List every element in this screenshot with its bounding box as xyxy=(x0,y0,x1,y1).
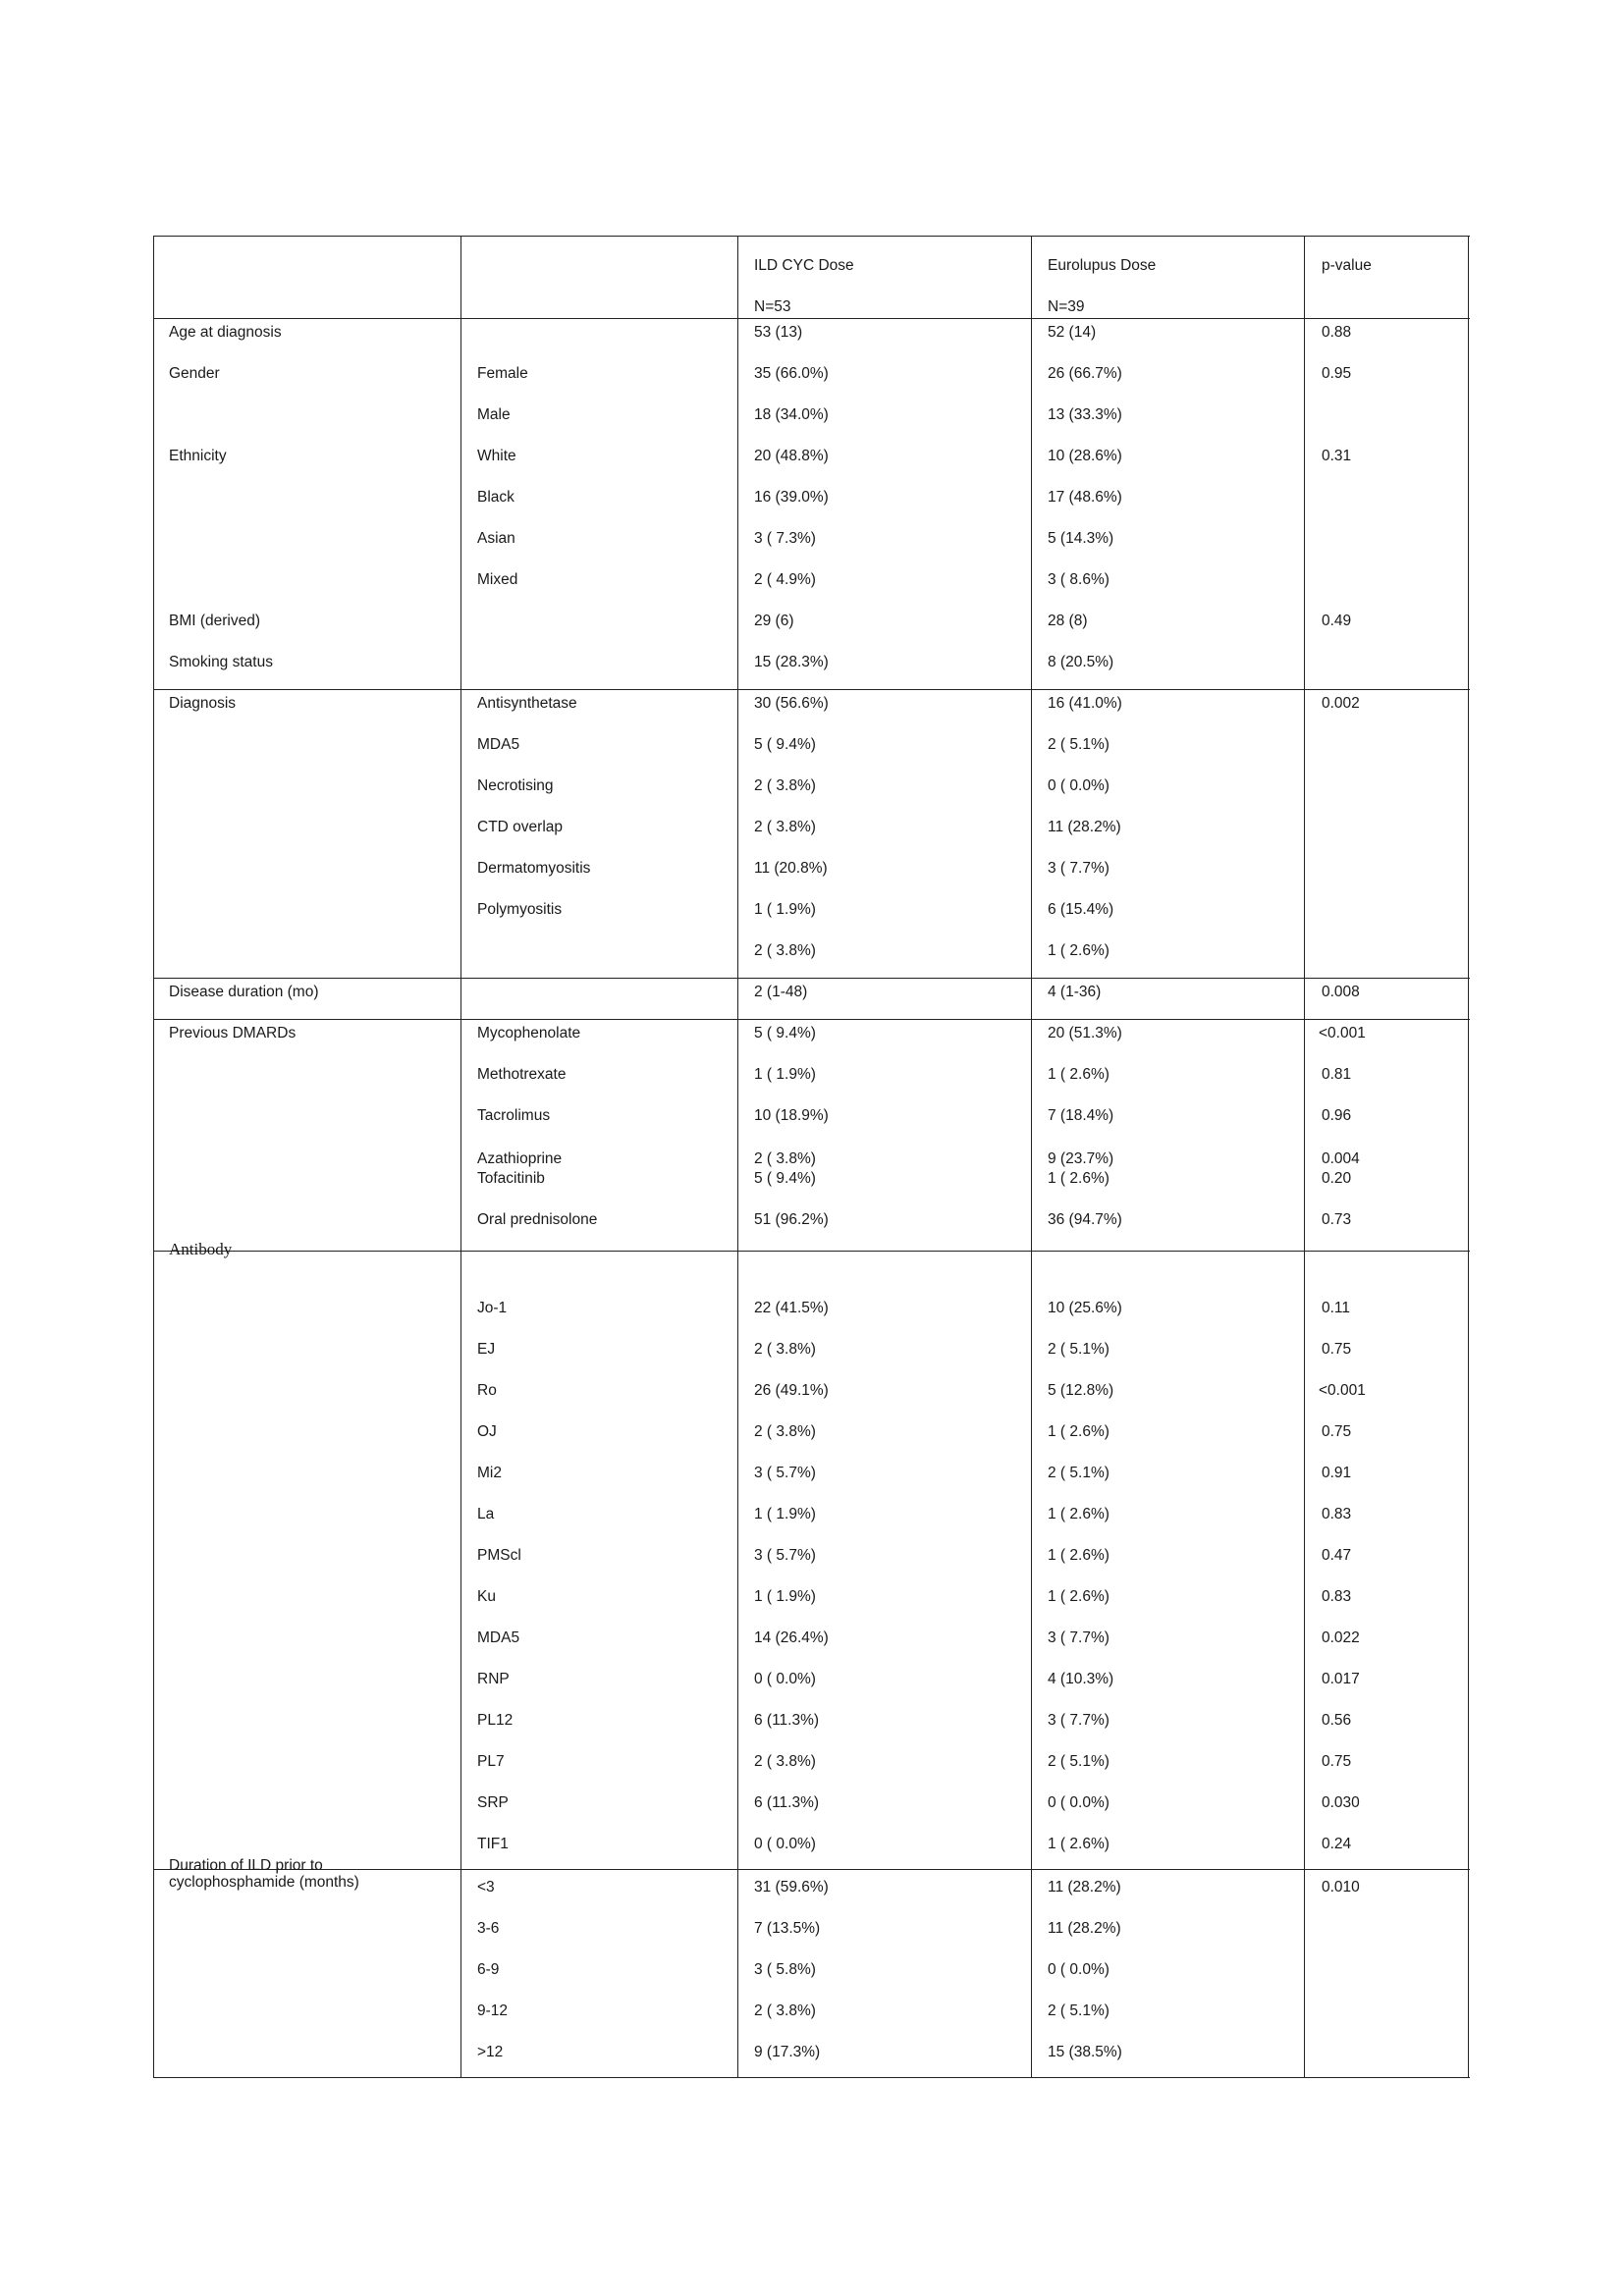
row-group2-value: 1 ( 2.6%) xyxy=(1048,1547,1110,1564)
row-group2-value: 52 (14) xyxy=(1048,324,1097,341)
row-group1-value: 9 (17.3%) xyxy=(754,2044,821,2060)
row-sublabel: Black xyxy=(477,489,514,506)
row-group1-value: 35 (66.0%) xyxy=(754,365,829,382)
row-pvalue: 0.75 xyxy=(1322,1753,1352,1770)
row-group1-value: 2 ( 3.8%) xyxy=(754,1753,816,1770)
row-sublabel: TIF1 xyxy=(477,1836,509,1852)
row-group1-value: 1 ( 1.9%) xyxy=(754,1066,816,1083)
row-label: Age at diagnosis xyxy=(169,324,282,341)
header-group2-title: Eurolupus Dose xyxy=(1048,257,1157,274)
row-sublabel: Dermatomyositis xyxy=(477,860,591,877)
row-label: Smoking status xyxy=(169,654,273,670)
row-sublabel: Male xyxy=(477,406,511,423)
row-pvalue: 0.83 xyxy=(1322,1506,1352,1522)
row-group2-value: 5 (12.8%) xyxy=(1048,1382,1114,1399)
row-group2-value: 15 (38.5%) xyxy=(1048,2044,1122,2060)
row-group1-value: 3 ( 5.8%) xyxy=(754,1961,816,1978)
row-group2-value: 3 ( 7.7%) xyxy=(1048,1712,1110,1729)
row-sublabel: >12 xyxy=(477,2044,504,2060)
row-sublabel: PL12 xyxy=(477,1712,514,1729)
row-pvalue: 0.022 xyxy=(1322,1629,1360,1646)
row-group2-value: 2 ( 5.1%) xyxy=(1048,736,1110,753)
row-group1-value: 1 ( 1.9%) xyxy=(754,901,816,918)
row-sublabel: Mixed xyxy=(477,571,518,588)
row-group1-value: 2 ( 3.8%) xyxy=(754,2002,816,2019)
row-group1-value: 5 ( 9.4%) xyxy=(754,1170,816,1187)
row-group1-value: 6 (11.3%) xyxy=(754,1712,820,1729)
row-sublabel: Antisynthetase xyxy=(477,695,577,712)
row-group2-value: 3 ( 8.6%) xyxy=(1048,571,1110,588)
row-group1-value: 26 (49.1%) xyxy=(754,1382,829,1399)
table-top-border xyxy=(153,236,1470,237)
row-sublabel: MDA5 xyxy=(477,1629,520,1646)
row-pvalue: 0.004 xyxy=(1322,1150,1360,1167)
row-pvalue: 0.88 xyxy=(1322,324,1352,341)
row-group2-value: 7 (18.4%) xyxy=(1048,1107,1114,1124)
row-group2-value: 4 (1-36) xyxy=(1048,984,1102,1000)
row-group1-value: 18 (34.0%) xyxy=(754,406,829,423)
row-group1-value: 7 (13.5%) xyxy=(754,1920,821,1937)
row-group2-value: 1 ( 2.6%) xyxy=(1048,1506,1110,1522)
row-group1-value: 2 ( 3.8%) xyxy=(754,1150,816,1167)
row-label: BMI (derived) xyxy=(169,613,261,629)
row-group1-value: 2 ( 3.8%) xyxy=(754,777,816,794)
row-pvalue: 0.75 xyxy=(1322,1423,1352,1440)
row-pvalue: 0.008 xyxy=(1322,984,1360,1000)
row-sublabel: RNP xyxy=(477,1671,510,1687)
row-group1-value: 14 (26.4%) xyxy=(754,1629,829,1646)
row-sublabel: Polymyositis xyxy=(477,901,563,918)
row-pvalue: 0.010 xyxy=(1322,1879,1360,1896)
row-group2-value: 2 ( 5.1%) xyxy=(1048,1341,1110,1358)
row-sublabel: <3 xyxy=(477,1879,495,1896)
row-group1-value: 2 ( 3.8%) xyxy=(754,819,816,835)
row-pvalue: 0.24 xyxy=(1322,1836,1352,1852)
row-sublabel: Jo-1 xyxy=(477,1300,508,1316)
row-label: Ethnicity xyxy=(169,448,227,464)
row-group1-value: 0 ( 0.0%) xyxy=(754,1671,816,1687)
row-pvalue: 0.83 xyxy=(1322,1588,1352,1605)
row-sublabel: PL7 xyxy=(477,1753,505,1770)
row-sublabel: Ro xyxy=(477,1382,497,1399)
row-group1-value: 5 ( 9.4%) xyxy=(754,1025,816,1041)
row-pvalue: 0.002 xyxy=(1322,695,1360,712)
row-sublabel: MDA5 xyxy=(477,736,520,753)
row-label: Gender xyxy=(169,365,220,382)
row-sublabel: CTD overlap xyxy=(477,819,563,835)
row-group1-value: 2 ( 4.9%) xyxy=(754,571,816,588)
row-group2-value: 1 ( 2.6%) xyxy=(1048,1836,1110,1852)
row-group2-value: 10 (28.6%) xyxy=(1048,448,1122,464)
row-sublabel: White xyxy=(477,448,516,464)
header-pvalue: p-value xyxy=(1322,257,1372,274)
row-pvalue: <0.001 xyxy=(1319,1382,1366,1399)
row-sublabel: OJ xyxy=(477,1423,497,1440)
row-group2-value: 5 (14.3%) xyxy=(1048,530,1114,547)
row-sublabel: Azathioprine xyxy=(477,1150,563,1167)
row-group1-value: 51 (96.2%) xyxy=(754,1211,829,1228)
row-group2-value: 10 (25.6%) xyxy=(1048,1300,1122,1316)
row-sublabel: Necrotising xyxy=(477,777,554,794)
baseline-characteristics-table xyxy=(153,236,1470,2078)
row-group2-value: 0 ( 0.0%) xyxy=(1048,1794,1110,1811)
row-group1-value: 30 (56.6%) xyxy=(754,695,829,712)
row-group2-value: 2 ( 5.1%) xyxy=(1048,1753,1110,1770)
section-separator xyxy=(153,1251,1470,1252)
header-group2-n: N=39 xyxy=(1048,298,1085,315)
row-sublabel: La xyxy=(477,1506,495,1522)
row-group1-value: 2 ( 3.8%) xyxy=(754,1423,816,1440)
row-group2-value: 11 (28.2%) xyxy=(1048,1879,1121,1896)
row-group2-value: 0 ( 0.0%) xyxy=(1048,1961,1110,1978)
row-pvalue: 0.49 xyxy=(1322,613,1352,629)
row-label: Duration of ILD prior to cyclophosphamide (months) xyxy=(169,1857,359,1891)
section-separator xyxy=(153,1019,1470,1020)
row-group1-value: 53 (13) xyxy=(754,324,803,341)
row-pvalue: 0.56 xyxy=(1322,1712,1352,1729)
row-sublabel: Methotrexate xyxy=(477,1066,567,1083)
row-pvalue: 0.030 xyxy=(1322,1794,1360,1811)
row-group1-value: 22 (41.5%) xyxy=(754,1300,829,1316)
row-group2-value: 20 (51.3%) xyxy=(1048,1025,1122,1041)
row-sublabel: PMScl xyxy=(477,1547,521,1564)
row-pvalue: 0.95 xyxy=(1322,365,1352,382)
row-group2-value: 9 (23.7%) xyxy=(1048,1150,1114,1167)
row-group1-value: 15 (28.3%) xyxy=(754,654,829,670)
header-separator xyxy=(153,318,1470,319)
row-group2-value: 1 ( 2.6%) xyxy=(1048,1170,1110,1187)
row-sublabel: Tofacitinib xyxy=(477,1170,545,1187)
row-group1-value: 10 (18.9%) xyxy=(754,1107,829,1124)
row-pvalue: 0.91 xyxy=(1322,1465,1352,1481)
table-bottom-border xyxy=(153,2077,1470,2078)
row-group2-value: 2 ( 5.1%) xyxy=(1048,2002,1110,2019)
row-group2-value: 0 ( 0.0%) xyxy=(1048,777,1110,794)
row-sublabel: Tacrolimus xyxy=(477,1107,551,1124)
row-group2-value: 17 (48.6%) xyxy=(1048,489,1122,506)
column-divider xyxy=(153,236,154,2078)
row-group1-value: 3 ( 5.7%) xyxy=(754,1547,816,1564)
row-pvalue: 0.31 xyxy=(1322,448,1352,464)
row-sublabel: Asian xyxy=(477,530,515,547)
section-separator xyxy=(153,978,1470,979)
row-pvalue: 0.73 xyxy=(1322,1211,1352,1228)
row-group1-value: 1 ( 1.9%) xyxy=(754,1506,816,1522)
row-pvalue: 0.81 xyxy=(1322,1066,1352,1083)
row-group2-value: 1 ( 2.6%) xyxy=(1048,1423,1110,1440)
row-group1-value: 29 (6) xyxy=(754,613,794,629)
row-group2-value: 36 (94.7%) xyxy=(1048,1211,1122,1228)
row-group2-value: 16 (41.0%) xyxy=(1048,695,1122,712)
row-sublabel: Mycophenolate xyxy=(477,1025,581,1041)
header-group1-n: N=53 xyxy=(754,298,791,315)
row-group1-value: 1 ( 1.9%) xyxy=(754,1588,816,1605)
row-group2-value: 1 ( 2.6%) xyxy=(1048,942,1110,959)
row-group2-value: 28 (8) xyxy=(1048,613,1088,629)
row-group1-value: 3 ( 5.7%) xyxy=(754,1465,816,1481)
row-group1-value: 3 ( 7.3%) xyxy=(754,530,816,547)
row-sublabel: Oral prednisolone xyxy=(477,1211,598,1228)
row-group1-value: 2 ( 3.8%) xyxy=(754,1341,816,1358)
row-pvalue: 0.017 xyxy=(1322,1671,1360,1687)
row-group2-value: 4 (10.3%) xyxy=(1048,1671,1114,1687)
row-pvalue: <0.001 xyxy=(1319,1025,1366,1041)
row-sublabel: 6-9 xyxy=(477,1961,500,1978)
row-group1-value: 2 (1-48) xyxy=(754,984,808,1000)
column-divider xyxy=(737,236,738,2078)
row-label: Disease duration (mo) xyxy=(169,984,319,1000)
row-group1-value: 0 ( 0.0%) xyxy=(754,1836,816,1852)
row-group2-value: 3 ( 7.7%) xyxy=(1048,1629,1110,1646)
row-sublabel: Female xyxy=(477,365,528,382)
row-group2-value: 8 (20.5%) xyxy=(1048,654,1114,670)
row-group2-value: 3 ( 7.7%) xyxy=(1048,860,1110,877)
row-group1-value: 5 ( 9.4%) xyxy=(754,736,816,753)
row-group1-value: 11 (20.8%) xyxy=(754,860,828,877)
row-group2-value: 13 (33.3%) xyxy=(1048,406,1122,423)
column-divider xyxy=(1304,236,1305,2078)
header-group1-title: ILD CYC Dose xyxy=(754,257,854,274)
row-group2-value: 1 ( 2.6%) xyxy=(1048,1588,1110,1605)
column-divider xyxy=(460,236,461,2078)
row-group2-value: 6 (15.4%) xyxy=(1048,901,1114,918)
row-label: Previous DMARDs xyxy=(169,1025,297,1041)
section-separator xyxy=(153,689,1470,690)
row-sublabel: SRP xyxy=(477,1794,509,1811)
row-pvalue: 0.96 xyxy=(1322,1107,1352,1124)
row-pvalue: 0.11 xyxy=(1322,1300,1351,1316)
row-group2-value: 26 (66.7%) xyxy=(1048,365,1122,382)
row-sublabel: Mi2 xyxy=(477,1465,502,1481)
column-divider xyxy=(1468,236,1469,2078)
row-sublabel: 3-6 xyxy=(477,1920,500,1937)
row-group2-value: 1 ( 2.6%) xyxy=(1048,1066,1110,1083)
row-label: Antibody xyxy=(169,1240,233,1258)
row-label: Diagnosis xyxy=(169,695,237,712)
row-group2-value: 11 (28.2%) xyxy=(1048,1920,1121,1937)
row-pvalue: 0.47 xyxy=(1322,1547,1352,1564)
row-group1-value: 20 (48.8%) xyxy=(754,448,829,464)
row-group2-value: 2 ( 5.1%) xyxy=(1048,1465,1110,1481)
row-group1-value: 31 (59.6%) xyxy=(754,1879,829,1896)
row-sublabel: 9-12 xyxy=(477,2002,509,2019)
row-pvalue: 0.75 xyxy=(1322,1341,1352,1358)
row-pvalue: 0.20 xyxy=(1322,1170,1352,1187)
row-group1-value: 16 (39.0%) xyxy=(754,489,829,506)
row-group1-value: 2 ( 3.8%) xyxy=(754,942,816,959)
row-sublabel: Ku xyxy=(477,1588,496,1605)
row-group2-value: 11 (28.2%) xyxy=(1048,819,1121,835)
column-divider xyxy=(1031,236,1032,2078)
row-sublabel: EJ xyxy=(477,1341,496,1358)
row-group1-value: 6 (11.3%) xyxy=(754,1794,820,1811)
